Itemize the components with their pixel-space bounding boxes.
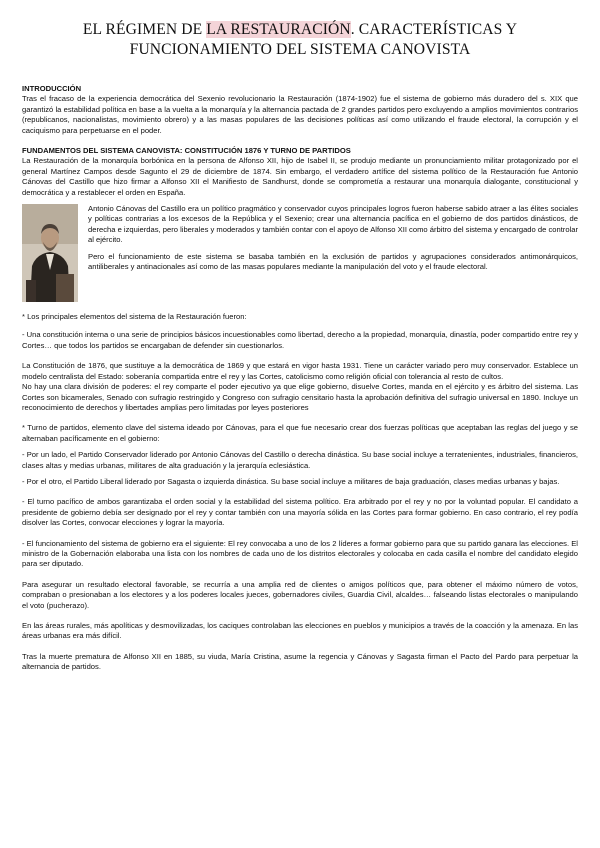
liberal-paragraph: - Por el otro, el Partido Liberal liderado por Sagasta o izquierda dinástica. Su base social incluye a militares de baja graduación, clases medias urbanas y bajas.: [22, 476, 560, 486]
elements-heading: * Los principales elementos del sistema de la Restauración fueron:: [22, 312, 247, 322]
fundamentos-paragraph: La Restauración de la monarquía borbónica en la persona de Alfonso XII, hijo de Isabel II, se produjo mediante un pronunciamiento militar protagonizado por el general Martínez Campos desde Sagunto el 29 de diciembre de 1874. Sin embargo, el verdadero artífice del sistema político de la Restauración fue Antonio Cánovas del Castillo que hizo firmar a Alfonso XII el Manifiesto de Sandhurst, donde se comprometía a restaurar una monarquía dialogante, constitucional y democrática y a restablecer el orden en España.: [22, 156, 578, 197]
canovas-block: [22, 204, 578, 312]
title-post: . CARACTERÍSTICAS Y: [350, 21, 518, 38]
constitution-paragraph: La Constitución de 1876, que sustituye a la democrática de 1869 y que estará en vigor hasta 1931. Tiene un carácter variado pero muy conservador. Establece un modelo centralista del Estado: soberanía compartida entre el rey y las Cortes, catolicismo como religión oficial con tolerancia al resto de cultos.: [22, 361, 578, 381]
intro-paragraph: Tras el fracaso de la experiencia democrática del Sexenio revolucionario la Restauración (1874-1902) fue el sistema de gobierno más duradero del s. XIX que garantizó la estabilidad política en base a la vuelta a la monarquía y la alternancia pactada de 2 grandes partidos pero excluyendo a amplios movimientos contrarios (republicanos, nacionalistas, movimiento obrero) y a las masas populares de las decisiones políticas así como utilizando el fraude electoral, la corrupción y el caciquismo para perpetuarse en el poder.: [22, 94, 578, 135]
turno-paragraph: * Turno de partidos, elemento clave del sistema ideado por Cánovas, para el que fue necesario crear dos fuerzas políticas que aceptaban las reglas del juego y se alternaban pacíficamente en el gobierno:: [22, 423, 578, 443]
turno-pacifico-paragraph: - El turno pacífico de ambos garantizaba el orden social y la estabilidad del sistema político. Era arbitrado por el rey y no por la voluntad popular. El candidato a presidente de gobierno debía ser designado por el rey y contar también con una mayoría sólida en las Cortes para formar gobierno. En caso contrario, el rey podía disolver las Cortes, convocar elecciones y lograr la mayoría.: [22, 497, 578, 528]
conservador-paragraph: - Por un lado, el Partido Conservador liderado por Antonio Cánovas del Castillo o derecha dinástica. Su base social incluye a terratenientes, industriales, financieros, clases altas y medias urbanas, militares de alta graduación y la jerarquía eclesiástica.: [22, 450, 578, 470]
title-highlight: LA RESTAURACIÓN: [206, 21, 351, 38]
title-line2: FUNCIONAMIENTO DEL SISTEMA CANOVISTA: [129, 41, 471, 58]
canovas-paragraph: Antonio Cánovas del Castillo era un político pragmático y conservador cuyos principales logros fueron haberse sabido atraer a las élites sociales y políticas contrarias a los excesos de la República y el Sexenio; crear una alternancia pacífica en el gobierno de dos partidos dinásticos, de derecha e izquierdas, pero liberales y moderados y también contar con el apoyo de Alfonso XII como árbitro del sistema y encargado de controlar al ejército.: [88, 204, 578, 245]
portrait-canovas-icon: [22, 204, 78, 302]
fundamentos-heading: FUNDAMENTOS DEL SISTEMA CANOVISTA: CONSTITUCIÓN 1876 Y TURNO DE PARTIDOS: [22, 146, 351, 156]
document-body: [22, 84, 578, 673]
intro-heading: INTRODUCCIÓN: [22, 84, 82, 93]
resultado-paragraph: Para asegurar un resultado electoral favorable, se recurría a una amplia red de clientes o amigos políticos que, para obtener el máximo número de votos, compraban o presionaban a los electores y a los poderes locales jueces, gobernadores civiles, Guardia Civil, alcaldes… falseando listas electorales o manipulando el voto (pucherazo).: [22, 579, 578, 610]
title-pre: EL RÉGIMEN DE: [82, 21, 207, 38]
element-1-paragraph: - Una constitución interna o una serie de principios básicos incuestionables como libertad, derecho a la propiedad, monarquía, dinastía, poder compartido entre rey y Cortes… que todos los partidos se encargaban de defender sin cuestionarlos.: [22, 330, 578, 350]
division-paragraph: No hay una clara división de poderes: el rey comparte el poder ejecutivo ya que elige gobierno, disuelve Cortes, manda en el ejército y es árbitro del sistema. Las Cortes son bicamerales, Senado con sufragio restringido y Congreso con sufragio censitario hasta la aprobación definitiva del sufragio universal en 1890. Incluye un reconocimiento de derechos y libertades amplias pero limitadas por leyes posteriores: [22, 382, 578, 412]
page-title: [20, 20, 580, 60]
funcionamiento-paragraph: - El funcionamiento del sistema de gobierno era el siguiente: El rey convocaba a uno de los 2 líderes a formar gobierno para que su partido ganara las elecciones. El ministro de la Gobernación elaboraba una lista con los nombres de cada uno de los distritos electorales y colocaba en cada casilla el nombre del candidato elegido para ser diputado.: [22, 538, 578, 569]
canovas-text-column: [88, 204, 578, 272]
final-paragraph: Tras la muerte prematura de Alfonso XII en 1885, su viuda, María Cristina, asume la regencia y Cánovas y Sagasta firman el Pacto del Pardo para perpetuar la alternancia de partidos.: [22, 651, 578, 672]
exclusion-paragraph: Pero el funcionamiento de este sistema se basaba también en la exclusión de partidos y agrupaciones considerados antimonárquicos, antiliberales y antinacionales así como de las masas populares mediante la manipulación del voto y el fraude electoral.: [88, 251, 578, 272]
rural-paragraph: En las áreas rurales, más apolíticas y desmovilizadas, los caciques controlaban las elecciones en pueblos y municipios a través de la coacción y la amenaza. En las áreas urbanas era más difícil.: [22, 621, 578, 641]
